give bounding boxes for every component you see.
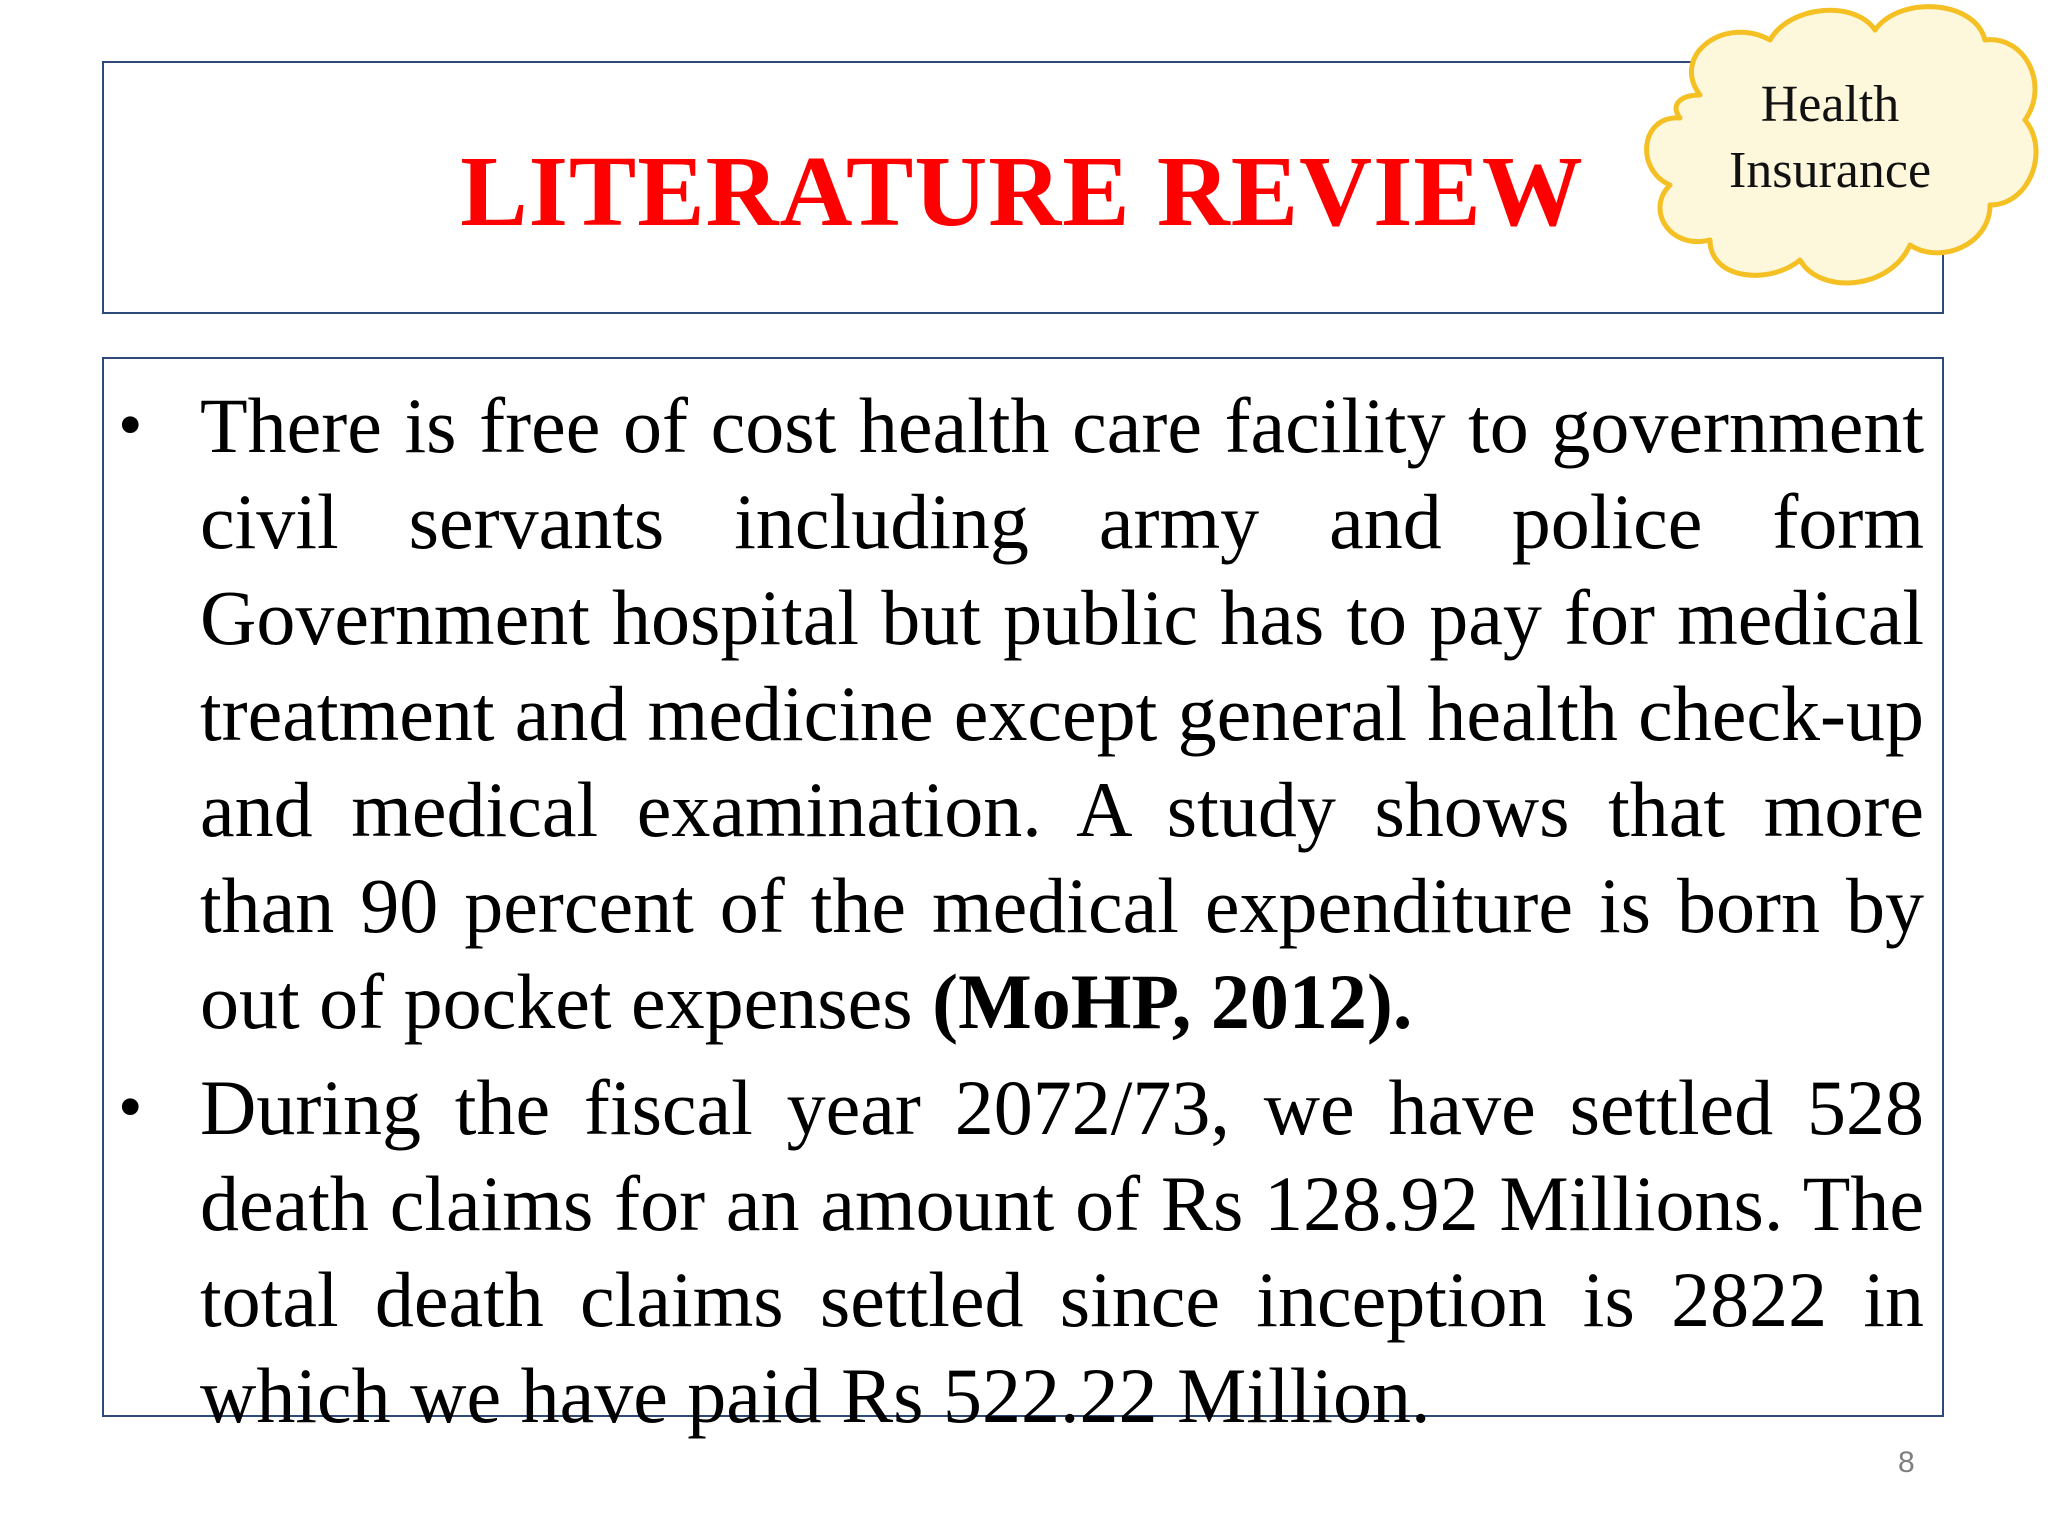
cloud-label-line2: Insurance <box>1728 142 1932 199</box>
bullet-dot-icon: • <box>118 1069 143 1146</box>
bullet-dot-icon: • <box>118 387 143 464</box>
page-number: 8 <box>1898 1446 1915 1479</box>
health-insurance-cloud-badge <box>1630 0 2048 300</box>
bullet-item-1 <box>118 378 1924 1050</box>
cloud-label <box>1630 72 2030 204</box>
bullet-text: During the fiscal year 2072/73, we have settled 528 death claims for an amount of Rs 128.92 Millions. The total death claims settled since inception is 2822 in which we have paid Rs 522.22 Million. <box>200 1064 1924 1439</box>
slide-title: LITERATURE REVIEW <box>460 134 1584 247</box>
citation: (MoHP, 2012). <box>932 958 1413 1045</box>
bullet-item-2 <box>118 1060 1924 1444</box>
cloud-label-line1: Health <box>1760 76 1900 133</box>
bullet-text: There is free of cost health care facility to government civil servants including army and police form Government hospital but public has to pay for medical treatment and medicine except general health check-up and medical examination. A study shows that more than 90 percent of the medical expenditure is born by out of pocket expenses <box>200 382 1924 1045</box>
bullet-list <box>118 378 1924 1454</box>
